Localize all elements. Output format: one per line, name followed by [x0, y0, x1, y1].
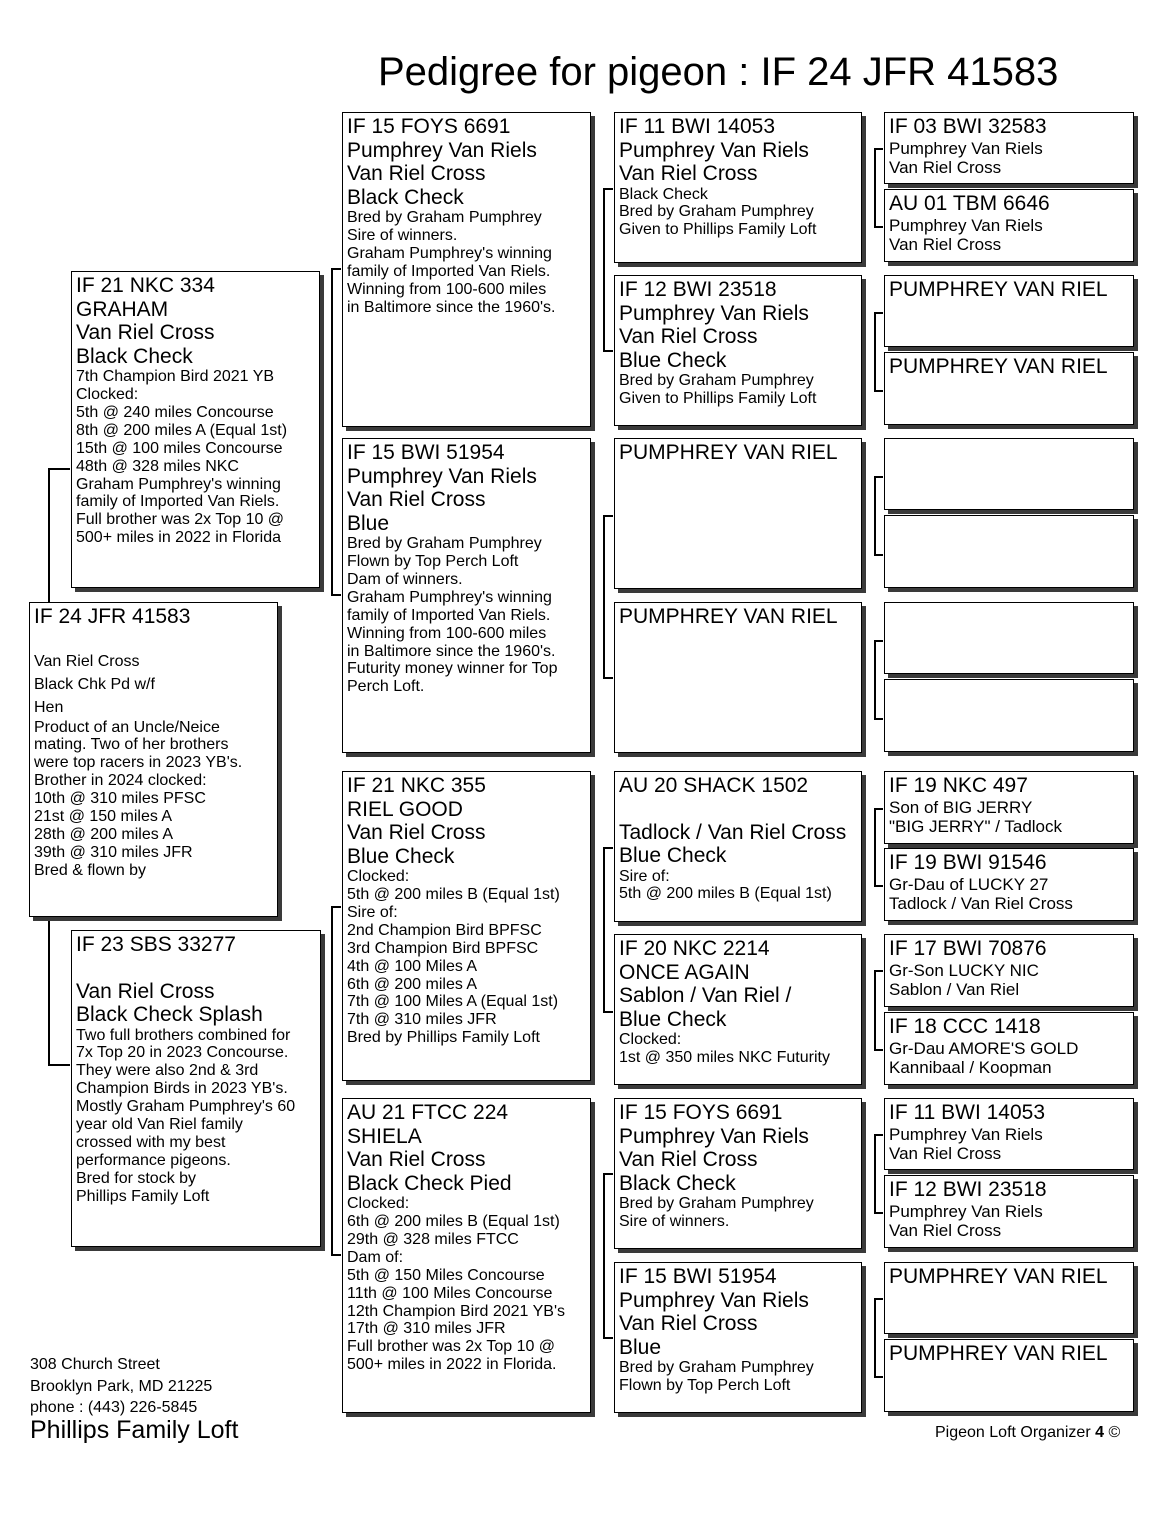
detail-line: Black Check	[76, 344, 193, 368]
note-line: Two full brothers combined for	[76, 1026, 291, 1044]
band-number: IF 15 FOYS 6691	[347, 115, 511, 138]
great-grandparent-card[interactable]	[614, 771, 862, 922]
note-line: Bred by Graham Pumphrey	[347, 209, 542, 227]
connector-line	[874, 1376, 883, 1378]
note-line: Flown by Top Perch Loft	[347, 552, 519, 570]
band-number: AU 21 FTCC 224	[347, 1101, 509, 1124]
ancestor-card[interactable]	[884, 1262, 1134, 1334]
detail-line: Van Riel Cross	[34, 652, 140, 670]
detail-line: Blue Check	[347, 844, 455, 868]
note-line: Gr-Son LUCKY NIC	[889, 960, 1039, 980]
connector-line	[331, 594, 341, 596]
connector-line	[603, 847, 613, 849]
note-line: Clocked:	[619, 1031, 682, 1049]
ancestor-card[interactable]	[884, 602, 1134, 674]
band-number: IF 17 BWI 70876	[889, 937, 1047, 960]
great-grandparent-card[interactable]	[614, 1262, 862, 1413]
ancestor-card[interactable]	[884, 1339, 1134, 1412]
band-number: PUMPHREY VAN RIEL	[889, 1265, 1108, 1288]
connector-line	[874, 148, 876, 226]
detail-line: Sablon / Van Riel /	[619, 984, 792, 1008]
note-line: in Baltimore since the 1960's.	[347, 642, 556, 660]
note-line: 8th @ 200 miles A (Equal 1st)	[76, 421, 288, 439]
detail-line: Blue	[347, 511, 390, 535]
band-number: IF 20 NKC 2214	[619, 937, 770, 960]
ancestor-card[interactable]	[884, 275, 1134, 347]
detail-line: Blue	[619, 1335, 662, 1359]
band-number: PUMPHREY VAN RIEL	[619, 605, 838, 628]
connector-line	[331, 906, 341, 908]
note-line: Winning from 100-600 miles	[347, 280, 547, 298]
note-line: Bred by Graham Pumphrey	[619, 1195, 814, 1213]
detail-line: Van Riel Cross	[619, 1312, 758, 1336]
band-number: PUMPHREY VAN RIEL	[619, 441, 838, 464]
connector-line	[874, 554, 883, 556]
detail-line: Van Riel Cross	[347, 821, 486, 845]
note-line: performance pigeons.	[76, 1151, 231, 1169]
band-number: IF 15 BWI 51954	[347, 441, 505, 464]
note-line: 500+ miles in 2022 in Florida.	[347, 1356, 557, 1374]
connector-line	[874, 476, 883, 478]
great-grandparent-card[interactable]	[614, 438, 862, 589]
ancestor-card[interactable]	[884, 934, 1134, 1007]
note-line: Dam of:	[347, 1248, 404, 1266]
detail-line: SHIELA	[347, 1124, 422, 1148]
great-grandparent-card[interactable]	[614, 602, 862, 753]
detail-line: Hen	[34, 698, 64, 716]
note-line: 28th @ 200 miles A	[34, 825, 173, 843]
ancestor-card[interactable]	[884, 1012, 1134, 1085]
subject-card[interactable]	[29, 602, 278, 917]
note-line: 48th @ 328 miles NKC	[76, 457, 239, 475]
note-line: crossed with my best	[76, 1133, 226, 1151]
connector-line	[48, 1064, 70, 1066]
app-credit	[935, 1424, 1120, 1442]
note-line: 7th Champion Bird 2021 YB	[76, 368, 275, 386]
note-line: Given to Phillips Family Loft	[619, 389, 817, 407]
address-line: 308 Church Street	[30, 1356, 160, 1373]
detail-line: Tadlock / Van Riel Cross	[619, 820, 847, 844]
connector-line	[874, 476, 876, 554]
note-line: 7th @ 100 Miles A (Equal 1st)	[347, 993, 559, 1011]
note-line: 2nd Champion Bird BPFSC	[347, 921, 542, 939]
grandparent-card[interactable]	[342, 771, 591, 1081]
grandparent-card[interactable]	[342, 438, 591, 753]
note-line: 3rd Champion Bird BPFSC	[347, 939, 539, 957]
note-line: Bred by Graham Pumphrey	[619, 1359, 814, 1377]
band-number: AU 20 SHACK 1502	[619, 774, 809, 797]
connector-line	[874, 718, 883, 720]
connector-line	[331, 268, 341, 270]
note-line: Sire of winners.	[619, 1212, 730, 1230]
note-line: Clocked:	[76, 385, 139, 403]
note-line: Sire of:	[347, 903, 398, 921]
note-line: Dam of winners.	[347, 570, 463, 588]
connector-line	[874, 1049, 883, 1051]
note-line: Black Check	[619, 185, 708, 203]
note-line: 6th @ 200 miles B (Equal 1st)	[347, 1212, 560, 1230]
note-line: 4th @ 100 Miles A	[347, 957, 478, 975]
dam-card[interactable]	[71, 930, 321, 1247]
note-line: Bred & flown by	[34, 861, 147, 879]
note-line: Futurity money winner for Top	[347, 660, 558, 678]
band-number: IF 19 NKC 497	[889, 774, 1028, 797]
band-number: IF 12 BWI 23518	[889, 1178, 1047, 1201]
page-title: Pedigree for pigeon : IF 24 JFR 41583	[378, 50, 1059, 94]
note-line: 5th @ 240 miles Concourse	[76, 403, 274, 421]
note-line: Graham Pumphrey's winning	[347, 588, 552, 606]
note-line: Van Riel Cross	[889, 1143, 1002, 1163]
detail-line: RIEL GOOD	[347, 797, 463, 821]
note-line: Sire of winners.	[347, 226, 458, 244]
connector-line	[874, 1212, 883, 1214]
ancestor-card[interactable]	[884, 1098, 1134, 1170]
note-line: They were also 2nd & 3rd	[76, 1062, 259, 1080]
detail-line: Black Check	[619, 1171, 736, 1195]
note-line: 5th @ 200 miles B (Equal 1st)	[347, 885, 560, 903]
connector-line	[603, 188, 613, 190]
note-line: Full brother was 2x Top 10 @	[76, 511, 285, 529]
loft-name: Phillips Family Loft	[30, 1416, 239, 1444]
note-line: Pumphrey Van Riels	[889, 138, 1043, 158]
detail-line: Pumphrey Van Riels	[619, 1288, 809, 1312]
note-line: Clocked:	[347, 868, 410, 886]
note-line: Bred by Phillips Family Loft	[347, 1029, 540, 1047]
detail-line: Van Riel Cross	[347, 488, 486, 512]
great-grandparent-card[interactable]	[614, 1098, 862, 1249]
note-line: 500+ miles in 2022 in Florida	[76, 529, 282, 547]
note-line: 12th Champion Bird 2021 YB's	[347, 1302, 566, 1320]
note-line: family of Imported Van Riels.	[347, 606, 551, 624]
detail-line: Van Riel Cross	[76, 979, 215, 1003]
connector-line	[874, 312, 876, 390]
loft-address	[30, 1354, 212, 1419]
detail-line: Pumphrey Van Riels	[619, 301, 809, 325]
note-line: Mostly Graham Pumphrey's 60	[76, 1098, 296, 1116]
sire-card[interactable]	[71, 271, 320, 588]
note-line: Flown by Top Perch Loft	[619, 1376, 791, 1394]
connector-line	[874, 808, 876, 885]
note-line: Perch Loft.	[347, 678, 425, 696]
detail-line: Black Check	[347, 185, 464, 209]
note-line: family of Imported Van Riels.	[76, 493, 280, 511]
connector-line	[603, 1011, 613, 1013]
note-line: Bred for stock by	[76, 1169, 197, 1187]
note-line: Tadlock / Van Riel Cross	[889, 893, 1073, 913]
detail-line: Blue Check	[619, 844, 727, 868]
note-line: 7th @ 310 miles JFR	[347, 1011, 497, 1029]
note-line: 5th @ 150 Miles Concourse	[347, 1266, 545, 1284]
app-version: 4	[1095, 1424, 1105, 1441]
connector-line	[874, 640, 883, 642]
note-line: Gr-Dau of LUCKY 27	[889, 874, 1049, 894]
app-name: Pigeon Loft Organizer	[935, 1424, 1091, 1441]
ancestor-card[interactable]	[884, 112, 1134, 184]
note-line: 5th @ 200 miles B (Equal 1st)	[619, 885, 832, 903]
band-number: IF 12 BWI 23518	[619, 278, 777, 301]
detail-line: Black Check Splash	[76, 1003, 263, 1027]
connector-line	[874, 885, 883, 887]
note-line: Given to Phillips Family Loft	[619, 221, 817, 239]
note-line: Winning from 100-600 miles	[347, 624, 547, 642]
ancestor-card[interactable]	[884, 438, 1134, 510]
note-line: Pumphrey Van Riels	[889, 1201, 1043, 1221]
connector-line	[874, 808, 883, 810]
note-line: Graham Pumphrey's winning	[76, 475, 281, 493]
band-number: IF 21 NKC 334	[76, 274, 215, 297]
note-line: 1st @ 350 miles NKC Futurity	[619, 1048, 830, 1066]
detail-line: Black Check Pied	[347, 1171, 512, 1195]
connector-line	[48, 468, 50, 602]
connector-line	[331, 268, 333, 594]
grandparent-card[interactable]	[342, 1098, 591, 1413]
blank-line	[76, 957, 316, 980]
connector-line	[874, 1134, 876, 1212]
detail-line: Van Riel Cross	[347, 162, 486, 186]
ancestor-card[interactable]	[884, 679, 1134, 752]
note-line: Bred by Graham Pumphrey	[347, 535, 542, 553]
note-line: Bred by Graham Pumphrey	[619, 372, 814, 390]
detail-line: Van Riel Cross	[619, 162, 758, 186]
connector-line	[603, 350, 613, 352]
band-number: PUMPHREY VAN RIEL	[889, 278, 1108, 301]
detail-line: Pumphrey Van Riels	[619, 138, 809, 162]
band-number: IF 21 NKC 355	[347, 774, 486, 797]
note-line: 39th @ 310 miles JFR	[34, 843, 193, 861]
detail-line: Pumphrey Van Riels	[347, 464, 537, 488]
detail-line: Van Riel Cross	[619, 1148, 758, 1172]
band-number: PUMPHREY VAN RIEL	[889, 1342, 1108, 1365]
note-line: Full brother was 2x Top 10 @	[347, 1338, 556, 1356]
ancestor-card[interactable]	[884, 352, 1134, 425]
connector-line	[603, 188, 605, 350]
note-line: Brother in 2024 clocked:	[34, 772, 207, 790]
note-line: Pumphrey Van Riels	[889, 1124, 1043, 1144]
great-grandparent-card[interactable]	[614, 112, 862, 263]
note-line: Bred by Graham Pumphrey	[619, 203, 814, 221]
connector-line	[874, 1134, 883, 1136]
blank-line	[34, 629, 273, 650]
blank-line	[619, 798, 857, 821]
note-line: 11th @ 100 Miles Concourse	[347, 1284, 553, 1302]
note-line: Sablon / Van Riel	[889, 979, 1020, 999]
connector-line	[874, 640, 876, 718]
band-number: AU 01 TBM 6646	[889, 192, 1050, 215]
phone-number: phone : (443) 226-5845	[30, 1399, 198, 1416]
note-line: Van Riel Cross	[889, 1220, 1002, 1240]
note-line: 17th @ 310 miles JFR	[347, 1320, 506, 1338]
connector-line	[48, 917, 50, 1065]
band-number: IF 24 JFR 41583	[34, 605, 191, 628]
note-line: 29th @ 328 miles FTCC	[347, 1230, 519, 1248]
connector-line	[603, 1173, 613, 1175]
note-line: Product of an Uncle/Neice	[34, 718, 220, 736]
detail-line: Van Riel Cross	[619, 325, 758, 349]
detail-line: Van Riel Cross	[76, 321, 215, 345]
band-number: IF 03 BWI 32583	[889, 115, 1047, 138]
note-line: Champion Birds in 2023 YB's.	[76, 1080, 288, 1098]
note-line: 10th @ 310 miles PFSC	[34, 790, 206, 808]
band-number: PUMPHREY VAN RIEL	[889, 355, 1108, 378]
connector-line	[874, 1298, 883, 1300]
connector-line	[874, 1298, 876, 1376]
note-line: Graham Pumphrey's winning	[347, 244, 552, 262]
connector-line	[603, 515, 605, 677]
ancestor-card[interactable]	[884, 1175, 1134, 1248]
connector-line	[603, 515, 613, 517]
connector-line	[874, 970, 883, 972]
note-line: Van Riel Cross	[889, 157, 1002, 177]
address-city: Brooklyn Park, MD 21225	[30, 1377, 213, 1395]
note-line: 7x Top 20 in 2023 Concourse.	[76, 1044, 289, 1062]
note-line: Van Riel Cross	[889, 234, 1002, 254]
ancestor-card[interactable]	[884, 848, 1134, 921]
connector-line	[603, 1337, 613, 1339]
detail-line: Blue Check	[619, 348, 727, 372]
connector-line	[331, 1254, 341, 1256]
connector-line	[603, 677, 613, 679]
detail-line: Blue Check	[619, 1007, 727, 1031]
band-number: IF 11 BWI 14053	[619, 115, 776, 138]
note-line: mating. Two of her brothers	[34, 736, 229, 754]
great-grandparent-card[interactable]	[614, 934, 862, 1085]
note-line: Kannibaal / Koopman	[889, 1057, 1052, 1077]
note-line: family of Imported Van Riels.	[347, 262, 551, 280]
note-line: 15th @ 100 miles Concourse	[76, 439, 283, 457]
connector-line	[874, 226, 883, 228]
note-line: 6th @ 200 miles A	[347, 975, 478, 993]
band-number: IF 23 SBS 33277	[76, 933, 236, 956]
copyright-icon: ©	[1108, 1424, 1121, 1441]
note-line: 21st @ 150 miles A	[34, 808, 173, 826]
connector-line	[874, 970, 876, 1049]
ancestor-card[interactable]	[884, 515, 1134, 588]
detail-line: GRAHAM	[76, 297, 169, 321]
detail-line: Van Riel Cross	[347, 1148, 486, 1172]
ancestor-card[interactable]	[884, 771, 1134, 844]
connector-line	[603, 847, 605, 1011]
note-line: Sire of:	[619, 867, 670, 885]
note-line: Son of BIG JERRY	[889, 797, 1033, 817]
detail-line: ONCE AGAIN	[619, 960, 750, 984]
grandparent-card[interactable]	[342, 112, 591, 427]
connector-line	[874, 148, 883, 150]
connector-line	[331, 906, 333, 1254]
detail-line: Black Chk Pd w/f	[34, 675, 155, 693]
detail-line: Pumphrey Van Riels	[347, 138, 537, 162]
connector-line	[874, 312, 883, 314]
great-grandparent-card[interactable]	[614, 275, 862, 426]
note-line: Gr-Dau AMORE'S GOLD	[889, 1038, 1079, 1058]
detail-line: Pumphrey Van Riels	[619, 1124, 809, 1148]
note-line: were top racers in 2023 YB's.	[34, 754, 243, 772]
note-line: in Baltimore since the 1960's.	[347, 298, 556, 316]
note-line: Clocked:	[347, 1195, 410, 1213]
note-line: Pumphrey Van Riels	[889, 215, 1043, 235]
band-number: IF 19 BWI 91546	[889, 851, 1047, 874]
note-line: Phillips Family Loft	[76, 1187, 210, 1205]
note-line: year old Van Riel family	[76, 1116, 243, 1134]
connector-line	[874, 390, 883, 392]
note-line: "BIG JERRY" / Tadlock	[889, 816, 1063, 836]
band-number: IF 18 CCC 1418	[889, 1015, 1041, 1038]
band-number: IF 11 BWI 14053	[889, 1101, 1046, 1124]
band-number: IF 15 BWI 51954	[619, 1265, 777, 1288]
band-number: IF 15 FOYS 6691	[619, 1101, 783, 1124]
connector-line	[603, 1173, 605, 1337]
connector-line	[48, 468, 70, 470]
ancestor-card[interactable]	[884, 189, 1134, 262]
